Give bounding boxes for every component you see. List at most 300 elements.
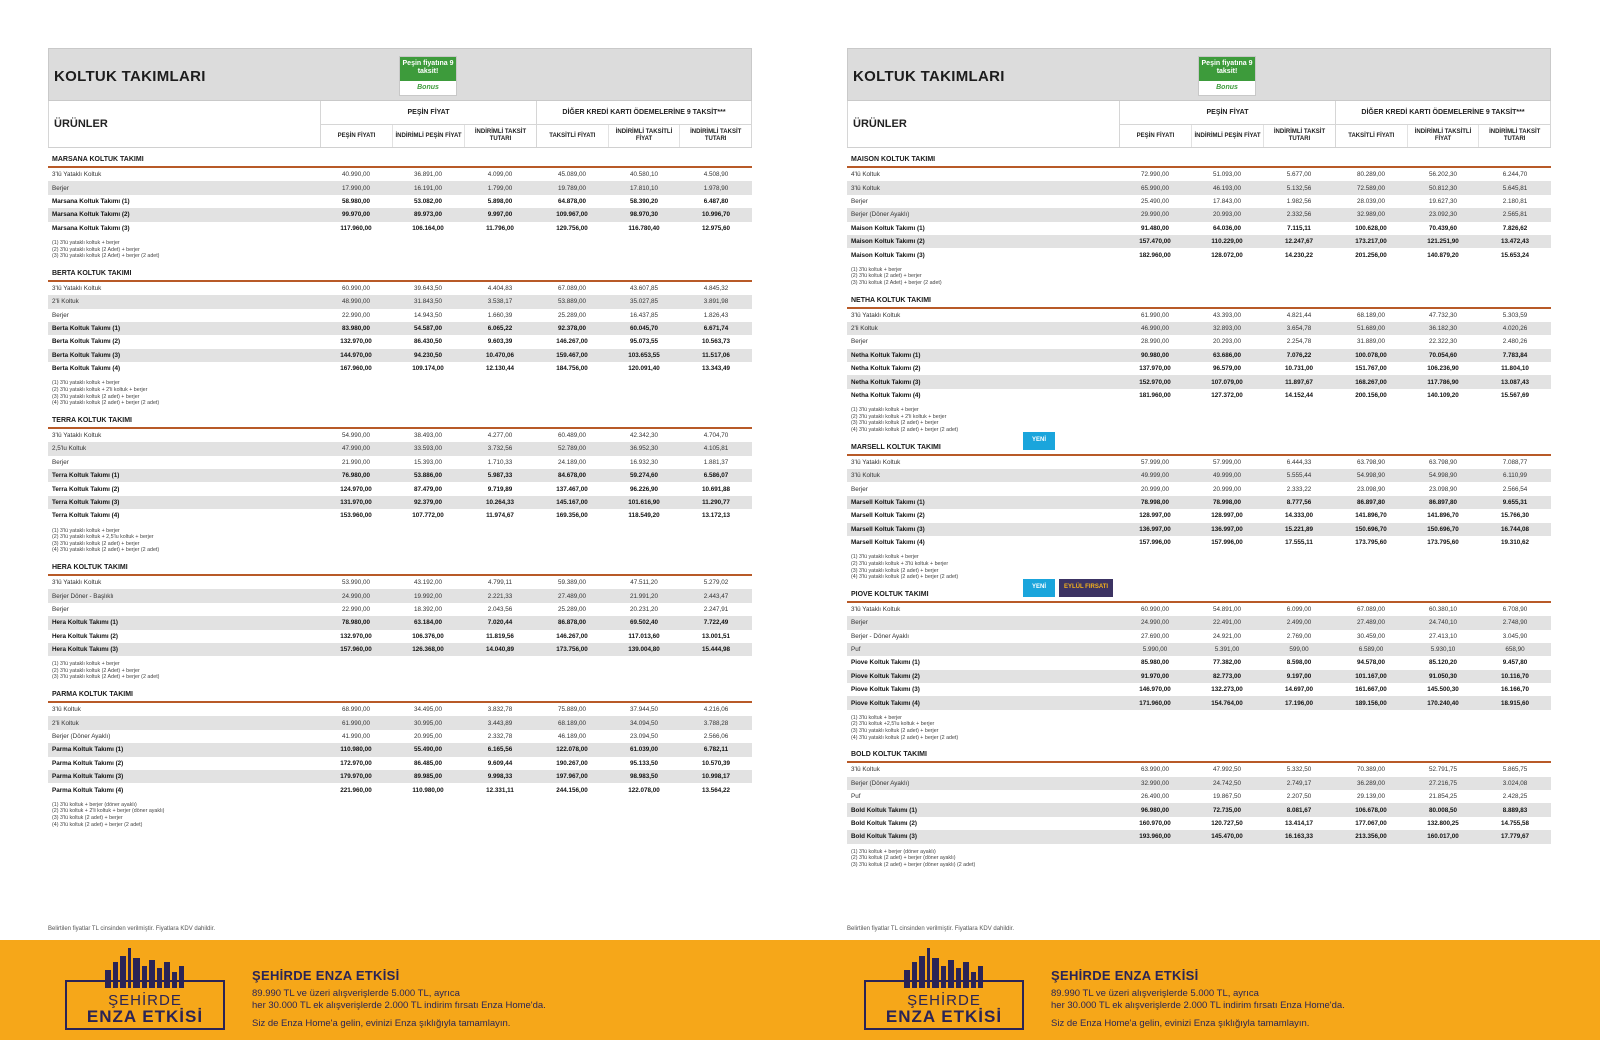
price-cell: 80.289,00 <box>1356 171 1385 179</box>
price-cell: 101.167,00 <box>1335 670 1407 683</box>
table-row <box>847 208 1551 221</box>
footnote: (1) 3'lü yataklı koltuk + berjer <box>52 661 120 668</box>
price-cell: 72.990,00 <box>1140 171 1169 179</box>
price-cell: 15.766,30 <box>1500 512 1529 520</box>
price-cell: 16.932,30 <box>629 458 658 466</box>
price-cell: 53.889,00 <box>536 295 608 308</box>
price-cell: 60.990,00 <box>1140 605 1169 613</box>
footnote: (3) 3'lü koltuk (2 Adet) + berjer (2 adet) <box>851 279 942 286</box>
price-cell: 193.960,00 <box>1119 830 1191 843</box>
price-cell: 46.189,00 <box>557 733 586 741</box>
price-cell: 109.174,00 <box>412 365 444 373</box>
price-cell: 14.697,00 <box>1284 686 1313 694</box>
price-cell: 101.616,90 <box>608 496 680 509</box>
section-header <box>847 152 1551 168</box>
price-cell: 5.391,00 <box>1191 643 1263 656</box>
price-cell: 110.980,00 <box>412 786 444 794</box>
section-header <box>48 152 752 168</box>
footnote: (2) 3'lü yataklı koltuk + 2,5'lu koltuk + berjer <box>52 534 154 541</box>
price-cell: 87.479,00 <box>413 485 442 493</box>
price-cell: 70.389,00 <box>1356 766 1385 774</box>
price-cell: 11.796,00 <box>486 224 514 232</box>
price-cell: 20.993,00 <box>1191 208 1263 221</box>
price-cell: 20.293,00 <box>1212 338 1241 346</box>
product-name: 3'lü Koltuk <box>847 469 1119 482</box>
price-cell: 4.105,81 <box>680 442 752 455</box>
price-cell: 60.380,10 <box>1428 605 1457 613</box>
price-cell: 68.189,00 <box>536 716 608 729</box>
price-cell: 25.289,00 <box>557 605 586 613</box>
price-cell: 41.990,00 <box>341 733 370 741</box>
footnote: (1) 3'lü koltuk + berjer (döner ayaklı) <box>851 848 936 855</box>
price-cell: 26.490,00 <box>1140 793 1169 801</box>
right-sections <box>847 152 1551 870</box>
product-name: 3'lü Yataklı Koltuk <box>851 605 901 613</box>
price-cell: 110.980,00 <box>320 743 392 756</box>
product-name: Netha Koltuk Takımı (1) <box>847 349 1119 362</box>
price-cell: 146.267,00 <box>556 338 588 346</box>
product-name: Hera Koltuk Takımı (1) <box>48 616 320 629</box>
price-cell: 5.332,50 <box>1286 766 1312 774</box>
price-cell: 19.310,62 <box>1500 539 1529 547</box>
table-row <box>847 523 1551 536</box>
price-cell: 7.115,11 <box>1287 224 1311 232</box>
price-cell: 10.563,73 <box>701 338 730 346</box>
price-cell: 17.810,10 <box>608 181 680 194</box>
price-cell: 106.376,00 <box>412 632 444 640</box>
price-cell: 5.645,81 <box>1479 181 1551 194</box>
price-cell: 106.164,00 <box>412 224 444 232</box>
table-row <box>48 429 752 442</box>
cash-price-group <box>320 101 536 147</box>
price-cell: 7.826,62 <box>1502 224 1528 232</box>
bonus-logo: Bonus <box>1216 84 1238 91</box>
price-cell: 2.499,00 <box>1263 616 1335 629</box>
bonus-badge <box>399 56 457 96</box>
price-cell: 161.667,00 <box>1355 686 1387 694</box>
price-cell: 36.952,30 <box>608 442 680 455</box>
price-page-right <box>847 48 1551 870</box>
section-title: MAISON KOLTUK TAKIMI <box>851 156 936 163</box>
price-cell: 152.970,00 <box>1119 375 1191 388</box>
price-cell: 23.098,90 <box>1356 485 1385 493</box>
section-title: MARSANA KOLTUK TAKIMI <box>52 156 144 163</box>
price-cell: 179.970,00 <box>320 770 392 783</box>
table-row <box>847 696 1551 709</box>
price-cell: 2.254,78 <box>1286 338 1312 346</box>
price-cell: 2.332,56 <box>1263 208 1335 221</box>
price-cell: 9.997,00 <box>464 208 536 221</box>
promo-block <box>847 940 1600 1040</box>
footnote: (1) 3'lü koltuk + berjer <box>851 714 902 721</box>
table-row <box>847 309 1551 322</box>
price-table <box>48 576 752 656</box>
col-header: İNDİRİMLİ TAKSİTLİ FİYAT <box>1407 125 1479 147</box>
price-cell: 132.970,00 <box>340 338 372 346</box>
footnote: (2) 3'lü yataklı koltuk + 2'li koltuk + berjer <box>52 387 148 394</box>
price-cell: 5.898,00 <box>487 197 513 205</box>
price-cell: 173.756,00 <box>536 643 608 656</box>
price-cell: 5.987,33 <box>464 469 536 482</box>
section-footnotes <box>48 375 752 408</box>
installment-group-title: DİĞER KREDİ KARTI ÖDEMELERİNE 9 TAKSİT*** <box>537 101 751 125</box>
bonus-badge-text: Peşin fiyatına 9 taksit! <box>1199 57 1255 81</box>
table-row <box>847 235 1551 248</box>
price-cell: 54.891,00 <box>1212 605 1241 613</box>
price-cell: 94.230,50 <box>392 349 464 362</box>
price-cell: 2.043,56 <box>487 605 513 613</box>
footnote: (3) 3'lü koltuk (2 adet) + berjer <box>52 815 123 821</box>
price-cell: 51.689,00 <box>1335 322 1407 335</box>
price-cell: 20.999,00 <box>1140 485 1169 493</box>
price-cell: 18.392,00 <box>413 605 442 613</box>
price-cell: 117.960,00 <box>340 224 372 232</box>
price-cell: 151.767,00 <box>1355 365 1387 373</box>
price-cell: 28.039,00 <box>1356 197 1385 205</box>
price-cell: 110.229,00 <box>1191 235 1263 248</box>
promo-banner <box>0 940 1600 1040</box>
product-name: Berjer <box>847 616 1119 629</box>
price-cell: 24.990,00 <box>320 589 392 602</box>
price-cell: 13.472,43 <box>1479 235 1551 248</box>
product-section <box>48 413 752 556</box>
price-cell: 4.404,83 <box>487 284 513 292</box>
price-cell: 12.331,11 <box>486 786 514 794</box>
price-cell: 23.098,90 <box>1428 485 1457 493</box>
product-name: Marsell Koltuk Takımı (1) <box>847 496 1119 509</box>
price-cell: 169.356,00 <box>556 512 588 520</box>
section-footnotes <box>847 549 1551 582</box>
footnote: (1) 3'lü yataklı koltuk + berjer <box>52 239 120 246</box>
promo-line3: Siz de Enza Home'a gelin, evinizi Enza şıklığıyla tamamlayın. <box>1051 1018 1310 1029</box>
price-cell: 95.133,50 <box>629 759 658 767</box>
table-row <box>48 295 752 308</box>
price-cell: 8.777,56 <box>1263 496 1335 509</box>
new-badge: YENİ <box>1023 432 1055 450</box>
product-name: Parma Koltuk Takımı (3) <box>48 770 320 783</box>
product-name: Berjer - Döner Ayaklı <box>851 632 909 640</box>
product-name: Piove Koltuk Takımı (4) <box>847 696 1119 709</box>
price-cell: 84.678,00 <box>536 469 608 482</box>
price-cell: 9.998,33 <box>464 770 536 783</box>
price-cell: 8.081,67 <box>1263 803 1335 816</box>
price-cell: 17.779,67 <box>1479 830 1551 843</box>
section-footnotes <box>847 262 1551 289</box>
price-cell: 24.740,10 <box>1407 616 1479 629</box>
section-title: HERA KOLTUK TAKIMI <box>52 563 128 571</box>
price-cell: 11.974,67 <box>486 512 514 520</box>
price-cell: 145.470,00 <box>1191 830 1263 843</box>
price-cell: 4.277,00 <box>487 432 513 440</box>
cash-price-group <box>1119 101 1335 147</box>
price-cell: 53.886,00 <box>392 469 464 482</box>
promo-title: ŞEHİRDE ENZA ETKİSİ <box>1051 968 1199 983</box>
price-cell: 32.989,00 <box>1335 208 1407 221</box>
price-cell: 14.943,50 <box>413 311 442 319</box>
table-row <box>48 757 752 770</box>
price-cell: 58.390,20 <box>629 197 658 205</box>
price-cell: 103.653,55 <box>608 349 680 362</box>
price-cell: 37.944,50 <box>629 706 658 714</box>
price-cell: 49.999,00 <box>1119 469 1191 482</box>
price-cell: 96.980,00 <box>1119 803 1191 816</box>
price-cell: 7.020,44 <box>464 616 536 629</box>
table-row <box>847 469 1551 482</box>
price-cell: 17.555,11 <box>1285 539 1313 547</box>
price-cell: 14.040,89 <box>464 643 536 656</box>
section-title: MARSELL KOLTUK TAKIMI <box>851 443 941 451</box>
price-cell: 6.165,56 <box>464 743 536 756</box>
price-cell: 157.996,00 <box>1139 539 1171 547</box>
price-cell: 82.773,00 <box>1191 670 1263 683</box>
section-header <box>847 584 1551 603</box>
price-cell: 32.893,00 <box>1191 322 1263 335</box>
price-cell: 4.216,06 <box>703 706 729 714</box>
table-row <box>48 335 752 348</box>
product-name: 3'lü Yataklı Koltuk <box>52 284 102 292</box>
price-cell: 1.799,00 <box>464 181 536 194</box>
table-row <box>48 576 752 589</box>
price-cell: 150.696,70 <box>1335 523 1407 536</box>
product-name: Parma Koltuk Takımı (2) <box>52 759 124 767</box>
price-cell: 2.207,50 <box>1286 793 1312 801</box>
price-cell: 137.970,00 <box>1139 365 1171 373</box>
footnote: (4) 3'lü yataklı koltuk (2 adet) + berjer (2 adet) <box>851 574 959 581</box>
price-cell: 49.999,00 <box>1191 469 1263 482</box>
price-cell: 10.470,06 <box>464 349 536 362</box>
page-title: KOLTUK TAKIMLARI <box>54 68 206 85</box>
price-cell: 63.990,00 <box>1140 766 1169 774</box>
price-cell: 22.322,30 <box>1428 338 1457 346</box>
price-cell: 6.586,07 <box>680 469 752 482</box>
price-cell: 22.491,00 <box>1191 616 1263 629</box>
price-cell: 11.290,77 <box>680 496 752 509</box>
price-cell: 21.991,20 <box>608 589 680 602</box>
table-row <box>48 716 752 729</box>
table-row <box>48 362 752 375</box>
price-cell: 131.970,00 <box>320 496 392 509</box>
product-name: Berjer <box>851 485 868 493</box>
product-name: Maison Koltuk Takımı (1) <box>851 224 925 232</box>
price-cell: 90.980,00 <box>1119 349 1191 362</box>
product-name: Berjer <box>48 181 320 194</box>
price-table <box>847 168 1551 262</box>
footnote: (3) 3'lü koltuk (2 adet) + berjer (döner ayaklı) (2 adet) <box>851 861 976 868</box>
footnote: (4) 3'lü yataklı koltuk (2 adet) + berjer (2 adet) <box>52 400 160 407</box>
price-cell: 1.826,43 <box>703 311 729 319</box>
price-cell: 64.036,00 <box>1212 224 1241 232</box>
price-cell: 3.654,78 <box>1263 322 1335 335</box>
col-header: İNDİRİMLİ TAKSİT TUTARI <box>679 125 751 147</box>
price-cell: 54.998,90 <box>1407 469 1479 482</box>
price-cell: 17.990,00 <box>320 181 392 194</box>
price-cell: 126.368,00 <box>392 643 464 656</box>
price-cell: 2.180,81 <box>1502 197 1528 205</box>
price-cell: 107.079,00 <box>1191 375 1263 388</box>
table-row <box>48 743 752 756</box>
footnote: (4) 3'lü yataklı koltuk (2 adet) + berjer (2 adet) <box>52 547 160 554</box>
logo-line1: ŞEHİRDE <box>108 992 182 1009</box>
price-cell: 5.930,10 <box>1407 643 1479 656</box>
table-row <box>48 309 752 322</box>
price-cell: 19.867,50 <box>1212 793 1241 801</box>
price-cell: 16.437,85 <box>629 311 658 319</box>
price-cell: 11.897,67 <box>1263 375 1335 388</box>
price-cell: 86.430,50 <box>413 338 442 346</box>
table-row <box>48 456 752 469</box>
price-cell: 170.240,40 <box>1407 696 1479 709</box>
product-name: 2'li Koltuk <box>48 295 320 308</box>
product-section <box>847 293 1551 436</box>
price-cell: 19.992,00 <box>392 589 464 602</box>
price-cell: 13.172,13 <box>701 512 730 520</box>
price-cell: 14.333,00 <box>1284 512 1313 520</box>
price-cell: 146.267,00 <box>556 632 588 640</box>
product-name: 2,5'lu Koltuk <box>48 442 320 455</box>
footnote: (1) 3'lü yataklı koltuk + berjer <box>851 554 919 561</box>
price-cell: 53.990,00 <box>341 579 370 587</box>
price-cell: 52.791,75 <box>1428 766 1457 774</box>
price-cell: 60.990,00 <box>341 284 370 292</box>
price-cell: 98.970,30 <box>608 208 680 221</box>
price-cell: 38.493,00 <box>413 432 442 440</box>
table-row <box>847 790 1551 803</box>
price-cell: 4.821,44 <box>1286 311 1312 319</box>
price-cell: 22.990,00 <box>341 605 370 613</box>
price-cell: 58.980,00 <box>341 197 370 205</box>
logo-line2: ENZA ETKİSİ <box>885 1007 1003 1026</box>
footnote: (3) 3'lü yataklı koltuk (2 adet) + berjer <box>851 567 939 574</box>
price-cell: 16.744,08 <box>1479 523 1551 536</box>
campaign-badge: EYLÜL FIRSATI <box>1059 579 1113 597</box>
price-table <box>847 309 1551 403</box>
price-cell: 29.139,00 <box>1356 793 1385 801</box>
price-cell: 36.289,00 <box>1335 777 1407 790</box>
price-cell: 128.072,00 <box>1211 251 1243 259</box>
footnote: (1) 3'lü koltuk + berjer <box>851 266 902 273</box>
price-cell: 6.444,33 <box>1286 458 1312 466</box>
price-cell: 43.192,00 <box>413 579 442 587</box>
price-cell: 190.267,00 <box>556 759 588 767</box>
price-cell: 59.274,60 <box>608 469 680 482</box>
price-cell: 146.970,00 <box>1139 686 1171 694</box>
price-cell: 157.960,00 <box>320 643 392 656</box>
price-cell: 63.686,00 <box>1191 349 1263 362</box>
price-cell: 213.356,00 <box>1335 830 1407 843</box>
table-row <box>48 208 752 221</box>
price-cell: 57.999,00 <box>1212 458 1241 466</box>
price-cell: 145.500,30 <box>1427 686 1459 694</box>
price-cell: 5.132,56 <box>1263 181 1335 194</box>
price-cell: 78.998,00 <box>1119 496 1191 509</box>
section-footnotes <box>48 656 752 683</box>
price-cell: 96.226,90 <box>629 485 658 493</box>
price-cell: 5.990,00 <box>1119 643 1191 656</box>
promo-line1: 89.990 TL ve üzeri alışverişlerde 5.000 TL, ayrıca <box>1051 988 1259 999</box>
price-cell: 63.798,90 <box>1428 458 1457 466</box>
price-cell: 184.756,00 <box>556 365 588 373</box>
product-name: Berjer <box>851 338 868 346</box>
table-row <box>48 783 752 796</box>
price-cell: 17.843,00 <box>1212 197 1241 205</box>
table-row <box>847 248 1551 261</box>
footnote: (3) 3'lü yataklı koltuk (2 adet) + berjer <box>52 393 140 400</box>
table-row <box>847 803 1551 816</box>
table-row <box>48 168 752 181</box>
price-cell: 28.990,00 <box>1140 338 1169 346</box>
price-table <box>48 168 752 235</box>
price-cell: 29.990,00 <box>1119 208 1191 221</box>
price-cell: 47.992,50 <box>1212 766 1241 774</box>
product-name: Netha Koltuk Takımı (4) <box>851 392 921 400</box>
price-cell: 91.970,00 <box>1119 670 1191 683</box>
product-name: Berjer <box>52 311 69 319</box>
price-cell: 69.502,40 <box>608 616 680 629</box>
table-row <box>48 616 752 629</box>
footnote: (2) 3'lü yataklı koltuk + 3'lü koltuk + berjer <box>851 560 949 567</box>
price-cell: 4.508,90 <box>703 171 729 179</box>
price-cell: 10.998,17 <box>680 770 752 783</box>
price-cell: 2.443,47 <box>680 589 752 602</box>
price-cell: 172.970,00 <box>340 759 372 767</box>
price-cell: 14.230,22 <box>1284 251 1313 259</box>
price-cell: 6.671,74 <box>680 322 752 335</box>
price-cell: 4.845,32 <box>703 284 729 292</box>
product-section <box>847 747 1551 870</box>
price-cell: 136.997,00 <box>1191 523 1263 536</box>
product-section <box>847 152 1551 289</box>
price-cell: 70.054,60 <box>1407 349 1479 362</box>
price-cell: 117.013,60 <box>628 632 660 640</box>
product-name: Piove Koltuk Takımı (3) <box>851 686 920 694</box>
price-cell: 2.566,54 <box>1502 485 1528 493</box>
price-cell: 10.731,00 <box>1284 365 1313 373</box>
price-cell: 14.152,44 <box>1284 392 1313 400</box>
table-row <box>847 482 1551 495</box>
product-name: Berta Koltuk Takımı (2) <box>52 338 121 346</box>
price-cell: 27.489,00 <box>1335 616 1407 629</box>
price-cell: 24.921,00 <box>1212 632 1241 640</box>
product-section <box>847 437 1551 583</box>
price-cell: 85.980,00 <box>1140 659 1169 667</box>
price-cell: 120.727,50 <box>1211 819 1243 827</box>
price-cell: 13.564,22 <box>701 786 730 794</box>
price-cell: 244.156,00 <box>556 786 588 794</box>
table-row <box>48 482 752 495</box>
price-cell: 18.915,60 <box>1479 696 1551 709</box>
price-cell: 68.189,00 <box>1356 311 1385 319</box>
price-cell: 55.490,00 <box>392 743 464 756</box>
price-cell: 20.999,00 <box>1212 485 1241 493</box>
price-cell: 27.690,00 <box>1140 632 1169 640</box>
price-cell: 15.221,89 <box>1263 523 1335 536</box>
price-cell: 92.378,00 <box>536 322 608 335</box>
price-cell: 85.120,20 <box>1428 659 1457 667</box>
price-cell: 109.967,00 <box>536 208 608 221</box>
product-name: Maison Koltuk Takımı (2) <box>847 235 1119 248</box>
product-name: Netha Koltuk Takımı (3) <box>847 375 1119 388</box>
title-bar <box>48 48 752 101</box>
footnote: (1) 3'lü yataklı koltuk + berjer <box>52 527 120 534</box>
promo-line3: Siz de Enza Home'a gelin, evinizi Enza şıklığıyla tamamlayın. <box>252 1018 511 1029</box>
section-header <box>847 293 1551 309</box>
product-name: Hera Koltuk Takımı (3) <box>48 643 320 656</box>
price-cell: 9.609,44 <box>487 759 513 767</box>
price-cell: 182.960,00 <box>1139 251 1171 259</box>
price-cell: 2.749,17 <box>1263 777 1335 790</box>
product-section <box>48 560 752 683</box>
price-cell: 89.973,00 <box>392 208 464 221</box>
